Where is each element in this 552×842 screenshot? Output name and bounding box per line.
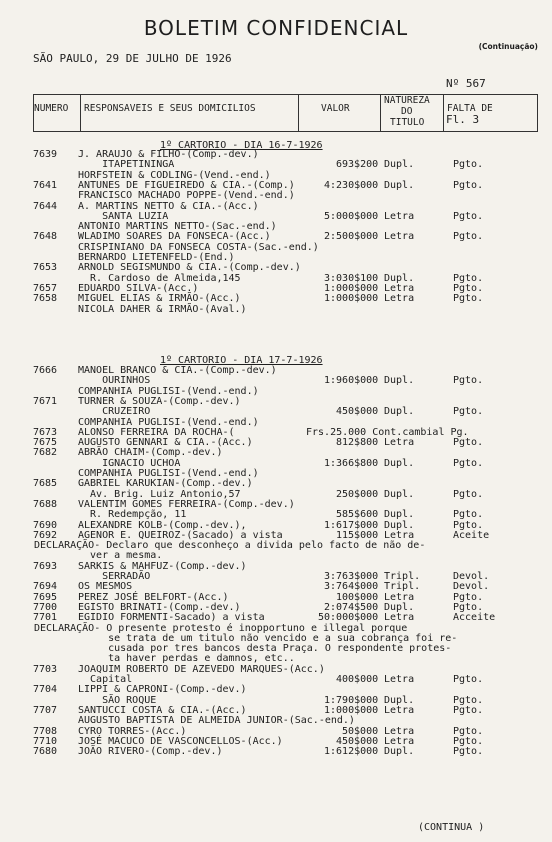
divider [537, 94, 538, 131]
entry-reason: Pgto. [453, 746, 484, 758]
entry-text: OURINHOS [78, 375, 151, 387]
entry-text: COMPANHIA PUGLISI-(Vend.-end.) [78, 416, 259, 428]
col-natureza-2: DO [401, 106, 413, 117]
entry-reason: Acceite [453, 612, 496, 624]
entry-number: 7666 [33, 365, 58, 376]
entry-kind: Letra [384, 725, 415, 737]
entry-value: 1:960$000 [324, 375, 379, 387]
entry-kind: Letra [384, 282, 415, 294]
entry-reason: Pgto. [453, 601, 484, 613]
col-numero: NUMERO [34, 103, 69, 114]
entry-text: MIGUEL ELIAS & IRMÃO-(Acc.) [78, 293, 241, 305]
header-bottom-rule [33, 131, 538, 132]
entry-value: 3:764$000 [324, 581, 379, 593]
divider [298, 94, 299, 131]
entry-number: 7701 [33, 612, 58, 624]
entry-kind: Dupl. [384, 159, 415, 171]
entry-text: Capital [78, 674, 133, 685]
entry-reason: Devol. [453, 581, 490, 593]
entry-value: 250$000 [336, 488, 379, 500]
entry-number: 7671 [33, 395, 58, 407]
entry-text: CRUZEIRO [78, 406, 151, 418]
entry-number: 7695 [33, 591, 58, 603]
entry-text: ALONSO FERREIRA DA ROCHA-( [78, 426, 235, 438]
entry-kind: Letra [384, 210, 415, 222]
divider [443, 94, 444, 131]
entry-text: IGNACIO UCHOA [78, 457, 181, 469]
entry-kind: Letra [384, 674, 415, 685]
entry-number: 7682 [33, 447, 58, 459]
entry-text: SÃO ROQUE [78, 694, 157, 706]
entry-value: 2:500$000 [324, 231, 379, 243]
entry-kind: Letra [384, 704, 415, 716]
entry-reason: Pgto. [453, 282, 484, 294]
declaration-text: DECLARAÇÃO- Declaro que desconheço a divida pelo facto de não de- [34, 540, 426, 552]
entry-text: ANTONIO MARTINS NETTO-(Sac.-end.) [78, 221, 277, 233]
entry-number: 7644 [33, 200, 58, 212]
entry-text: ANTUNES DE FIGUEIREDO & CIA.-(Comp.) [78, 179, 295, 191]
entry-number: 7641 [33, 179, 58, 191]
entry-value: 450$000 [336, 735, 379, 747]
entry-number: 7692 [33, 529, 58, 541]
entry-number: 7690 [33, 519, 58, 531]
entry-value: 585$600 [336, 509, 379, 521]
entry-text: OS MESMOS [78, 581, 133, 593]
entry-text: TURNER & SOUZA-(Comp.-dev.) [78, 395, 241, 407]
entry-number: 7694 [33, 581, 58, 593]
bulletin-no: Nº 567 [446, 77, 486, 90]
entry-reason: Pgto. [453, 437, 484, 449]
entry-reason: Pgto. [453, 509, 484, 521]
entry-text: SANTUCCI COSTA & CIA.-(Acc.) [78, 704, 247, 716]
entry-kind: Dupl. [384, 519, 415, 531]
entry-text: cusada por tres bancos desta Praça. O respondente protes- [78, 643, 452, 655]
entry-reason: Pgto. [453, 375, 484, 387]
entry-value: 50$000 [342, 725, 379, 737]
entry-text: AUGUSTO GENNARI & CIA.-(Acc.) [78, 437, 253, 449]
entry-text: R. Cardoso de Almeida,145 [78, 272, 241, 284]
entry-text: COMPANHIA PUGLISI-(Vend.-end.) [78, 468, 259, 479]
entry-kind: Dupl. [384, 488, 415, 500]
entry-kind: Dupl. [384, 694, 415, 706]
header-top-rule [33, 94, 538, 95]
entry-number: 7675 [33, 437, 58, 449]
entry-text: PEREZ JOSÉ BELFORT-(Acc.) [78, 591, 229, 603]
entry-text: LIPPI & CAPRONI-(Comp.-dev.) [78, 684, 247, 696]
entry-text: ALEXANDRE KOLB-(Comp.-dev.), [78, 519, 247, 531]
entry-text: EDUARDO SILVA-(Acc.) [78, 282, 199, 294]
entry-text: Av. Brig. Luiz Antonio,57 [78, 488, 241, 500]
entry-kind: Dupl. [384, 406, 415, 418]
entry-text: WLADIMO SOARES DA FONSECA-(Acc.) [78, 231, 271, 243]
entry-text: EGISTO BRINATI-(Comp.-dev.) [78, 601, 241, 613]
entry-kind: Letra [384, 735, 415, 747]
entry-reason: Devol. [453, 571, 490, 582]
entry-text: AGENOR E. QUEIROZ-(Sacado) a vista [78, 529, 283, 541]
entry-reason: Pgto. [453, 674, 484, 685]
entry-number: 7700 [33, 601, 58, 613]
divider [380, 94, 381, 131]
entry-text: J. ARAUJO & FILHO-(Comp.-dev.) [78, 149, 259, 160]
entry-text: se trata de um titulo não vencido e a sua cobrança foi re- [78, 632, 458, 644]
col-natureza-1: NATUREZA [384, 95, 430, 106]
entry-text: JOAQUIM ROBERTO DE AZEVEDO MARQUES-(Acc.) [78, 663, 325, 675]
entry-value: 450$000 [336, 406, 379, 418]
entry-value: 3:763$000 [324, 571, 379, 582]
entry-reason: Pgto. [453, 179, 484, 191]
entry-value: 3:030$100 [324, 272, 379, 284]
entry-kind: Dupl. [384, 601, 415, 613]
section-title: 1º CARTORIO - DIA 17-7-1926 [160, 355, 323, 366]
entry-text: JOÃO RIVERO-(Comp.-dev.) [78, 746, 223, 758]
entry-text: R. Redempção, 11 [78, 509, 187, 521]
entry-kind: Dupl. [384, 375, 415, 387]
entry-reason: Pgto. [453, 272, 484, 284]
entry-reason: Pgto. [453, 457, 484, 469]
col-natureza-3: TITULO [390, 117, 425, 128]
entry-text: ITAPETININGA [78, 159, 175, 171]
entry-reason: Pgto. [453, 694, 484, 706]
entry-text: HORFSTEIN & CODLING-(Vend.-end.) [78, 169, 271, 181]
entry-number: 7680 [33, 746, 58, 758]
entry-text: MANOEL BRANCO & CIA.-(Comp.-dev.) [78, 365, 277, 376]
entry-text: AUGUSTO BAPTISTA DE ALMEIDA JUNIOR-(Sac.-end.) [78, 715, 355, 727]
entry-kind: Dupl. [384, 457, 415, 469]
entry-value: 400$000 [336, 674, 379, 685]
entry-kind: Letra [384, 529, 415, 541]
entry-value: 1:366$800 [324, 457, 379, 469]
entry-number: 7648 [33, 231, 58, 243]
continua-label: (CONTINUA ) [418, 822, 485, 833]
entry-text: GABRIEL KARUKIAN-(Comp.-dev.) [78, 478, 253, 490]
declaration-text: DECLARAÇÃO- O presente protesto é inopportuno e illegal porque [34, 622, 408, 634]
entry-value: 693$200 [336, 159, 379, 171]
entry-kind: Tripl. [384, 581, 421, 593]
entry-value: 4:230$000 [324, 179, 379, 191]
entry-number: 7653 [33, 262, 58, 274]
entry-kind: Dupl. [384, 179, 415, 191]
entry-number: 7708 [33, 725, 58, 737]
entry-number: 7688 [33, 498, 58, 510]
entry-number: 7704 [33, 684, 58, 696]
entry-reason: Aceite [453, 529, 490, 541]
entry-value: 1:000$000 [324, 293, 379, 305]
entry-number: 7703 [33, 663, 58, 675]
col-falta: FALTA DE [447, 103, 493, 114]
entry-value: 1:617$000 [324, 519, 379, 531]
entry-kind: Letra [384, 231, 415, 243]
entry-text: SARKIS & MAHFUZ-(Comp.-dev.) [78, 560, 247, 572]
entry-value: 50:000$000 [318, 612, 379, 624]
bulletin-number [446, 54, 486, 150]
entry-value: 1:000$000 [324, 282, 379, 294]
entry-number: 7639 [33, 149, 58, 160]
entry-value: 2:074$500 [324, 601, 379, 613]
entry-reason: Pgto. [453, 159, 484, 171]
entry-number: 7658 [33, 293, 58, 305]
entry-text: ARNOLD SEGISMUNDO & CIA.-(Comp.-dev.) [78, 262, 301, 274]
sheet-no: Fl. 3 [446, 113, 480, 126]
entry-value: 1:000$000 [324, 704, 379, 716]
section-title: 1º CARTORIO - DIA 16-7-1926 [160, 140, 323, 151]
entry-number: 7707 [33, 704, 58, 716]
entry-reason: Pgto. [453, 210, 484, 222]
entry-number: 7657 [33, 282, 58, 294]
entry-value: 115$000 [336, 529, 379, 541]
entry-text: EGIDIO FORMENTI-Sacado) a vista [78, 612, 265, 624]
entry-number: 7693 [33, 560, 58, 572]
entry-text: COMPANHIA PUGLISI-(Vend.-end.) [78, 385, 259, 397]
entry-text: FRANCISCO MACHADO POPPE-(Vend.-end.) [78, 190, 295, 202]
entry-text: NICOLA DAHER & IRMÃO-(Aval.) [78, 303, 247, 315]
entry-number: 7673 [33, 426, 58, 438]
entry-reason: Pgto. [453, 231, 484, 243]
entry-text: VALENTIM GOMES FERREIRA-(Comp.-dev.) [78, 498, 295, 510]
entry-text: BERNARDO LIETENFELD-(End.) [78, 252, 235, 263]
entry-kind: Tripl. [384, 571, 421, 582]
entry-value: 1:790$000 [324, 694, 379, 706]
entry-text: A. MARTINS NETTO & CIA.-(Acc.) [78, 200, 259, 212]
col-responsaveis: RESPONSAVEIS E SEUS DOMICILIOS [84, 103, 256, 114]
entry-text: ta haver perdas e damnos, etc.. [78, 653, 295, 665]
entry-kind: Letra [384, 612, 415, 624]
entry-text: SANTA LUZIA [78, 210, 169, 222]
continuation-label: (Continuação) [478, 42, 538, 51]
page-title: BOLETIM CONFIDENCIAL [143, 16, 409, 40]
entry-kind: Letra [384, 293, 415, 305]
entry-kind: Letra [384, 591, 415, 603]
col-valor: VALOR [321, 103, 350, 114]
entry-value: 812$800 [336, 437, 379, 449]
entry-text: CYRO TORRES-(Acc.) [78, 725, 187, 737]
entry-reason: Pgto. [453, 488, 484, 500]
entry-text: ver a mesma. [78, 550, 163, 562]
entry-kind: Dupl. [384, 746, 415, 758]
entry-value: 5:000$000 [324, 210, 379, 222]
entry-value: Frs.25.000 Cont.cambial Pg. [306, 426, 469, 438]
entry-value: 100$000 [336, 591, 379, 603]
entry-reason: Pgto. [453, 293, 484, 305]
entry-kind: Letra [384, 437, 415, 449]
entry-kind: Dupl. [384, 509, 415, 521]
entry-reason: Pgto. [453, 735, 484, 747]
entry-text: SERRADÃO [78, 571, 151, 582]
date-line: SÃO PAULO, 29 DE JULHO DE 1926 [33, 52, 232, 65]
entry-text: CRISPINIANO DA FONSECA COSTA-(Sac.-end.) [78, 241, 319, 253]
entry-text: JOSÉ MACUCO DE VASCONCELLOS-(Acc.) [78, 735, 283, 747]
divider [80, 94, 81, 131]
entry-reason: Pgto. [453, 519, 484, 531]
entry-kind: Dupl. [384, 272, 415, 284]
entry-reason: Pgto. [453, 591, 484, 603]
entry-reason: Pgto. [453, 725, 484, 737]
entry-reason: Pgto. [453, 704, 484, 716]
entry-number: 7710 [33, 735, 58, 747]
entry-reason: Pgto. [453, 406, 484, 418]
entry-value: 1:612$000 [324, 746, 379, 758]
entry-number: 7685 [33, 478, 58, 490]
entry-text: ABRÃO CHAIM-(Comp.-dev.) [78, 447, 223, 459]
